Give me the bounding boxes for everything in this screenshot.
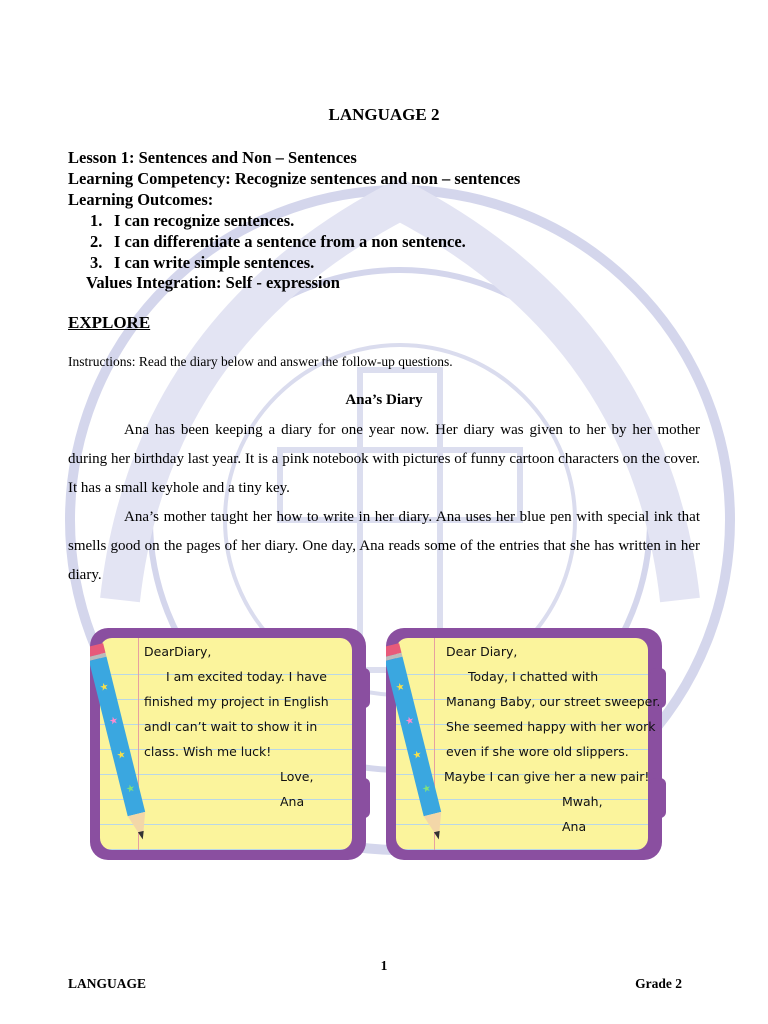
note-line: Manang Baby, our street sweeper. <box>446 694 661 709</box>
diary-note-2 <box>386 628 662 860</box>
footer-subject: LANGUAGE <box>68 976 147 991</box>
values-integration: Values Integration: Self - expression <box>86 273 340 292</box>
footer-grade: Grade 2 <box>635 976 682 991</box>
note-line: Love, <box>280 769 314 784</box>
svg-text:★: ★ <box>421 782 433 796</box>
note-line: I am excited today. I have <box>166 669 327 684</box>
svg-text:★: ★ <box>98 681 111 695</box>
outcome-item: 3. I can write simple sentences. <box>90 253 315 272</box>
note-line: DearDiary, <box>144 644 212 659</box>
diary-note-1 <box>90 628 366 860</box>
page-number: 1 <box>380 958 388 973</box>
note-line: She seemed happy with her work <box>446 719 656 734</box>
learning-outcomes-label: Learning Outcomes: <box>68 190 214 209</box>
note-line: finished my project in English <box>144 694 329 709</box>
note-line: andI can’t wait to show it in <box>144 719 318 734</box>
note-line: Mwah, <box>562 794 603 809</box>
note-line: Ana <box>562 819 587 834</box>
note-line: Today, I chatted with <box>468 669 599 684</box>
note-line: Maybe I can give her a new pair! <box>444 769 650 784</box>
note-line: Dear Diary, <box>446 644 518 659</box>
svg-text:★: ★ <box>411 749 423 762</box>
svg-text:★: ★ <box>108 714 120 728</box>
story-paragraph: Ana has been keeping a diary for one year now. Her diary was given to her by her mother during her birthday last year. It is a pink notebook with pictures of funny cartoon characters on the cover. It has a small keyhole and a tiny key. <box>68 422 700 496</box>
note-line: Ana <box>280 794 305 809</box>
svg-text:★: ★ <box>404 714 416 728</box>
pencil-icon <box>90 628 150 860</box>
diary-title: Ana’s Diary <box>345 392 423 408</box>
story-paragraph: Ana’s mother taught her how to write in her diary. Ana uses her blue pen with special ink that smells good on the pages of her diary. One day, Ana reads some of the entries that she has written in her diary. <box>68 509 700 583</box>
outcome-item: 2. I can differentiate a sentence from a non sentence. <box>90 232 466 251</box>
lesson-heading: Lesson 1: Sentences and Non – Sentences <box>68 148 357 167</box>
page-title: LANGUAGE 2 <box>328 105 440 124</box>
svg-text:★: ★ <box>125 782 137 796</box>
learning-competency: Learning Competency: Recognize sentences and non – sentences <box>68 169 521 188</box>
note-line: even if she wore old slippers. <box>446 744 629 759</box>
svg-text:★: ★ <box>115 749 127 762</box>
note-line: class. Wish me luck! <box>144 744 272 759</box>
outcome-item: 1. I can recognize sentences. <box>90 211 295 230</box>
svg-text:★: ★ <box>394 681 407 695</box>
instructions-text: Instructions: Read the diary below and answer the follow-up questions. <box>68 354 453 369</box>
pencil-icon <box>386 628 446 860</box>
explore-heading: EXPLORE <box>68 313 151 332</box>
